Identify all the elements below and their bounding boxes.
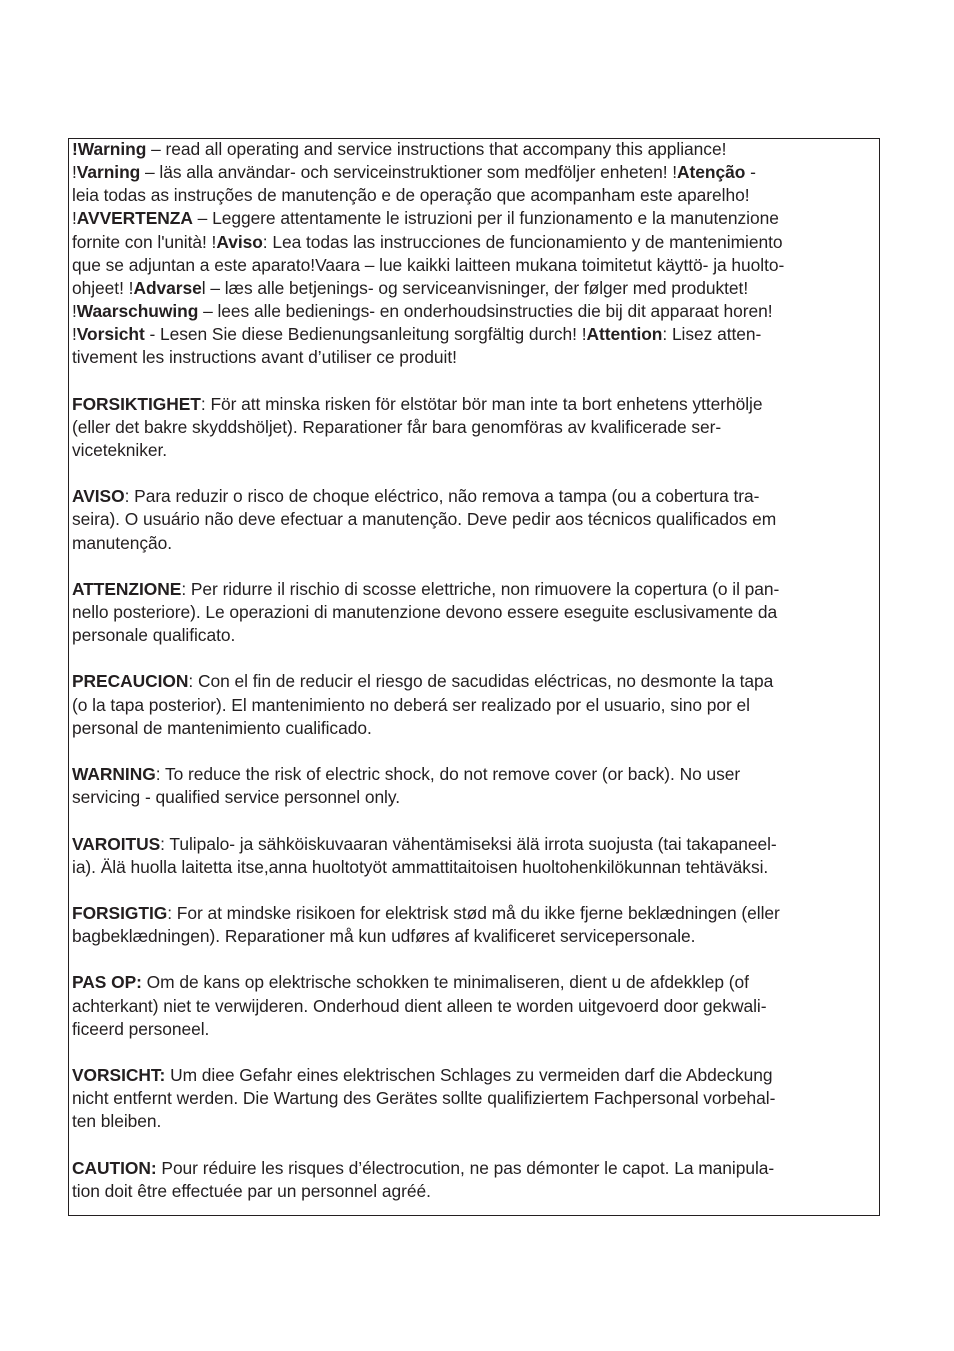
heading-term: Varning [76,162,141,183]
body-text: personale qualificato. [72,625,236,646]
body-text: achterkant) niet te verwijderen. Onderhoud dient alleen te worden uitgevoerd door gekwali- [72,995,767,1016]
heading-term: PRECAUCION [72,671,189,692]
body-text: nello posteriore). Le operazioni di manutenzione devono essere eseguite esclusivamente da [72,602,778,622]
text-line [72,232,783,252]
body-text: - [745,162,756,183]
text-line [72,625,235,645]
text-line [72,903,780,923]
text-line [72,278,748,298]
heading-term: VAROITUS [72,833,161,854]
heading-term: !Warning [72,139,147,159]
text-line [72,1088,775,1108]
text-line [72,162,756,182]
heading-term: ATTENZIONE [72,578,182,599]
heading-term: Waarschuwing [76,301,199,322]
text-line [72,255,784,275]
body-text: bagbeklædningen). Reparationer må kun udføres af kvalificeret servicepersonale. [72,926,696,947]
safety-warning-box [68,138,880,1216]
body-text: ohjeet! ! [72,277,134,298]
text-line [72,1111,161,1131]
body-text: Om de kans op elektrische schokken te minimaliseren, dient u de afdekklep (of [141,972,749,993]
body-text: seira). O usuário não deve efectuar a manutenção. Deve pedir aos técnicos qualificados em [72,509,777,530]
heading-term: Attention [586,324,663,345]
body-text: – read all operating and service instructions that accompany this appliance! [146,139,727,159]
text-line [72,926,695,946]
heading-term: FORSIGTIG [72,902,168,923]
heading-term: VORSICHT: [72,1065,166,1085]
text-line [72,417,721,437]
text-line [72,509,776,529]
body-text: (o la tapa posterior). El mantenimiento no deberá ser realizado por el usuario, sino por el [72,694,750,715]
body-text: Um diee Gefahr eines elektrischen Schlages zu vermeiden darf die Abdeckung [165,1065,773,1085]
body-text: que se adjuntan a este aparato!Vaara – lue kaikki laitteen mukana toimitetut käyttö- ja huolto- [72,254,785,275]
text-line [72,208,779,228]
body-text: : Lisez atten- [662,324,762,345]
body-text: : Para reduzir o risco de choque eléctrico, não remova a tampa (ou a cobertura tra- [124,486,760,507]
text-line [72,440,167,460]
heading-term: AVISO [72,486,125,507]
text-line [72,834,777,854]
text-line [72,347,457,367]
body-text: : För att minska risken för elstötar bör man inte ta bort enhetens ytterhölje [200,393,763,414]
text-line [72,1181,431,1201]
body-text: : Con el fin de reducir el riesgo de sacudidas eléctricas, no desmonte la tapa [188,671,774,692]
heading-term: CAUTION: [72,1157,157,1178]
body-text: l – læs alle betjenings- og serviceanvisninger, der følger med produktet! [201,277,749,298]
body-text: ficeerd personeel. [72,1018,210,1039]
body-text: ! [72,208,77,229]
text-line [72,1019,209,1039]
heading-term: PAS OP: [72,972,142,993]
body-text: - Lesen Sie diese Bedienungsanleitung sorgfältig durch! ! [144,324,587,345]
heading-term: Aviso [216,231,263,252]
text-line [72,579,779,599]
heading-term: Advarse [133,277,202,298]
body-text: : To reduce the risk of electric shock, do not remove cover (or back). No user [155,764,741,785]
text-line [72,764,740,784]
text-line [72,324,761,344]
text-line [72,139,726,159]
body-text: : Per ridurre il rischio di scosse elettriche, non rimuovere la copertura (o il pan- [181,578,780,599]
body-text: ia). Älä huolla laitetta itse,anna huoltotyöt ammattitaitoisen huoltohenkilökunnan tehtäväksi. [72,856,769,877]
text-line [72,972,749,992]
text-line [72,718,372,738]
text-line [72,185,750,205]
body-text: personal de mantenimiento cualificado. [72,717,372,738]
body-text: vicetekniker. [72,439,168,460]
heading-term: Atenção [677,162,746,183]
body-text: – Leggere attentamente le istruzioni per il funzionamento e la manutenzione [192,208,779,229]
body-text: ten bleiben. [72,1111,162,1132]
text-line [72,671,773,691]
body-text: – lees alle bedienings- en onderhoudsinstructies die bij dit apparaat horen! [198,301,773,322]
body-text: : Tulipalo- ja sähköiskuvaaran vähentämiseksi älä irrota suojusta (tai takapaneel- [160,833,777,854]
heading-term: Vorsicht [76,324,145,345]
body-text: – läs alla användar- och serviceinstruktioner som medföljer enheten! ! [140,162,678,183]
heading-term: FORSIKTIGHET [72,393,201,414]
text-line [72,394,763,414]
body-text: ! [72,162,77,183]
text-line [72,602,777,622]
text-line [72,996,766,1016]
body-text: tivement les instructions avant d’utiliser ce produit! [72,347,457,368]
body-text: leia todas as instruções de manutenção e de operação que acompanham este aparelho! [72,185,750,206]
body-text: ! [72,324,77,345]
body-text: servicing - qualified service personnel only. [72,787,401,808]
body-text: manutenção. [72,532,172,553]
body-text: : Lea todas las instrucciones de funcionamiento y de mantenimiento [262,231,783,252]
text-line [72,486,759,506]
heading-term: WARNING [72,764,156,785]
body-text: (eller det bakre skyddshöljet). Reparationer får bara genomföras av kvalificerade ser- [72,416,722,437]
text-line [72,1158,774,1178]
heading-term: AVVERTENZA [76,208,193,229]
body-text: : For at mindske risikoen for elektrisk stød må du ikke fjerne beklædningen (eller [167,902,780,923]
text-line [72,857,768,877]
text-line [72,1065,772,1085]
text-line [72,533,172,553]
body-text: Pour réduire les risques d’électrocution, ne pas démonter le capot. La manipula- [156,1157,775,1178]
text-line [72,301,773,321]
body-text: ! [72,301,77,322]
text-line [72,695,750,715]
body-text: fornite con l'unità! ! [72,231,217,252]
text-line [72,787,400,807]
body-text: nicht entfernt werden. Die Wartung des Gerätes sollte qualifiziertem Fachpersonal vorbehal- [72,1088,776,1109]
body-text: tion doit être effectuée par un personnel agréé. [72,1180,431,1201]
